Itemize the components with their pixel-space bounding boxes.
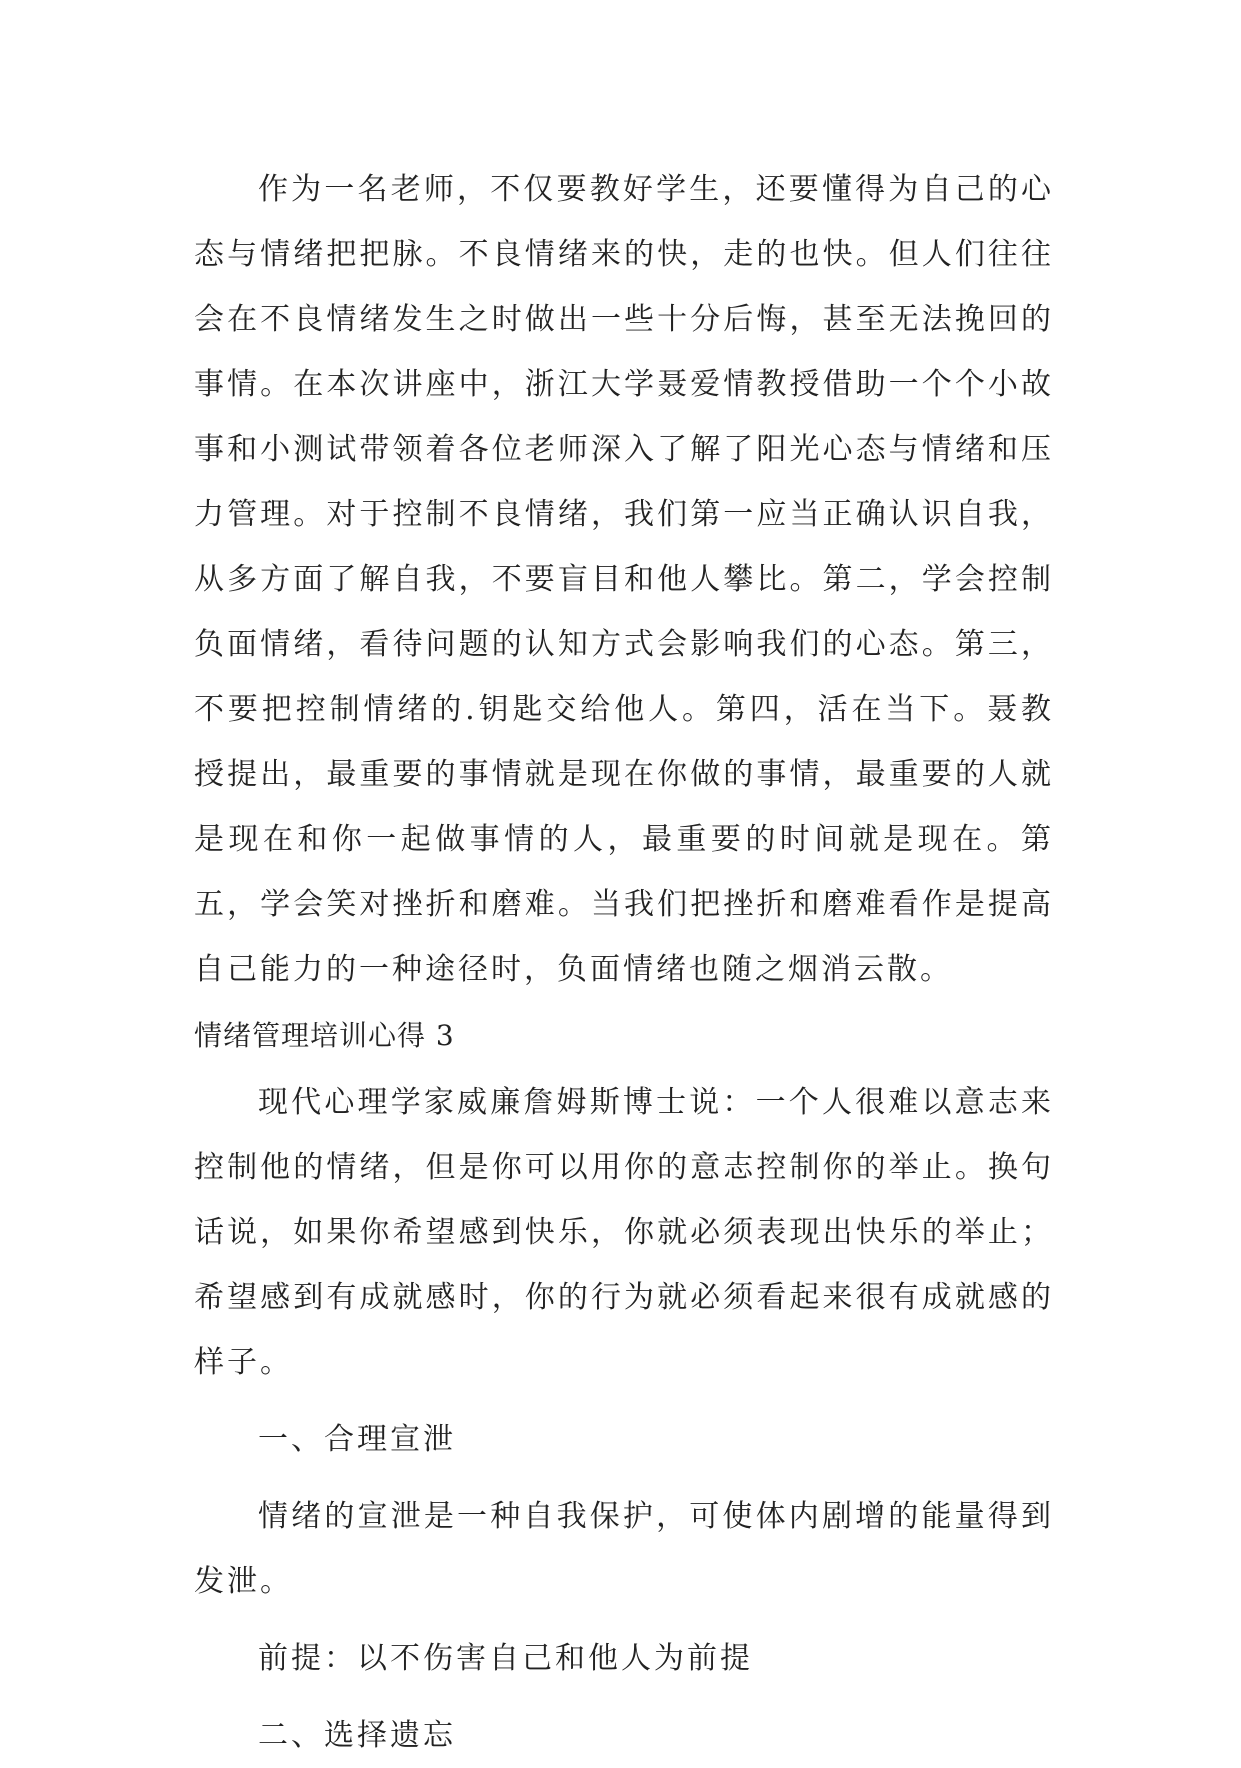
item-1-premise: 前提：以不伤害自己和他人为前提 <box>258 1641 753 1676</box>
paragraph-2: 现代心理学家威廉詹姆斯博士说：一个人很难以意志来控制他的情绪，但是你可以用你的意志控制你的举止。换句话说，如果你希望感到快乐，你就必须表现出快乐的举止；希望感到有成就感时，你的行为就必须看起来很有成就感的样子。 <box>194 1085 1054 1380</box>
item-2-heading: 二、选择遗忘 <box>258 1718 456 1753</box>
document-body <box>194 157 1054 1768</box>
paragraph-1: 作为一名老师，不仅要教好学生，还要懂得为自己的心态与情绪把把脉。不良情绪来的快，走的也快。但人们往往会在不良情绪发生之时做出一些十分后悔，甚至无法挽回的事情。在本次讲座中，浙江大学聂爱情教授借助一个个小故事和小测试带领着各位老师深入了解了阳光心态与情绪和压力管理。对于控制不良情绪，我们第一应当正确认识自我，从多方面了解自我，不要盲目和他人攀比。第二，学会控制负面情绪，看待问题的认知方式会影响我们的心态。第三，不要把控制情绪的.钥匙交给他人。第四，活在当下。聂教授提出，最重要的事情就是现在你做的事情，最重要的人就是现在和你一起做事情的人，最重要的时间就是现在。第五，学会笑对挫折和磨难。当我们把挫折和磨难看作是提高自己能力的一种途径时，负面情绪也随之烟消云散。 <box>194 172 1054 987</box>
item-1-text: 情绪的宣泄是一种自我保护，可使体内剧增的能量得到发泄。 <box>194 1499 1054 1599</box>
section-title: 情绪管理培训心得 3 <box>194 1019 455 1052</box>
item-1-heading: 一、合理宣泄 <box>258 1422 456 1457</box>
